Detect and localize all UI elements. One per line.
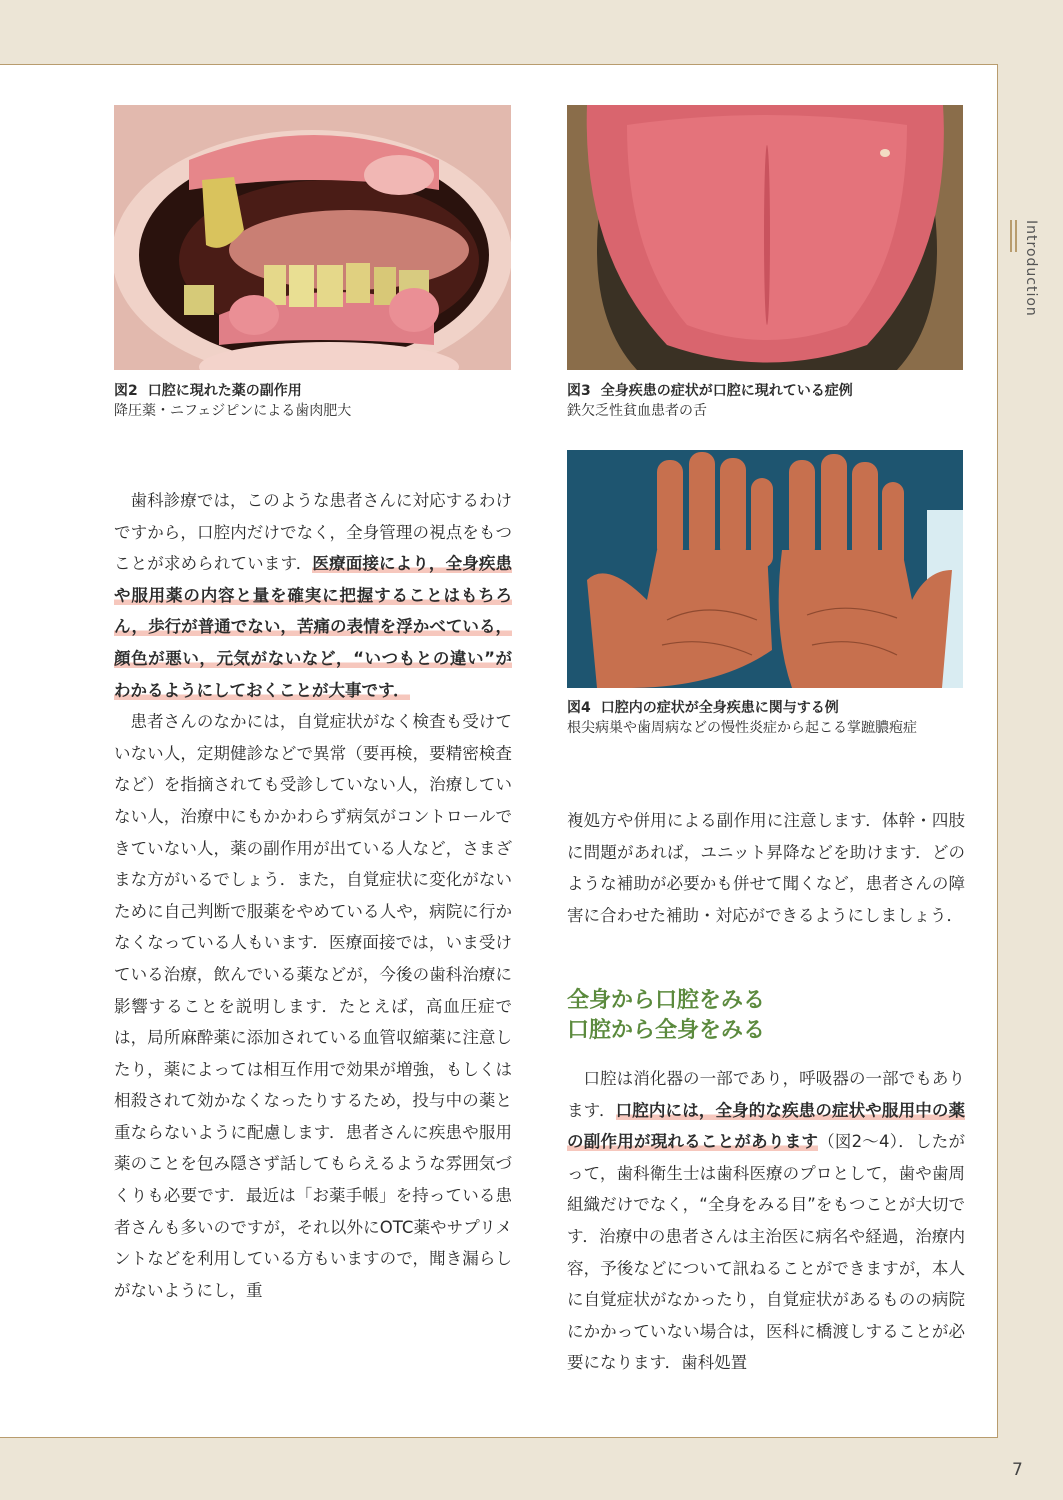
section-heading-line-2: 口腔から全身をみる xyxy=(567,1018,766,1043)
figure-2-subtitle: 降圧薬・ニフェジピンによる歯肉肥大 xyxy=(114,403,352,419)
left-paragraph-1 xyxy=(114,485,512,706)
section-tab xyxy=(1010,220,1039,317)
right-paragraph-2 xyxy=(567,1063,965,1379)
figure-2-number: 図2 xyxy=(114,383,138,399)
figure-4-title: 口腔内の症状が全身疾患に関与する例 xyxy=(600,700,839,716)
right-paragraph-2-highlight: 口腔内には，全身的な疾患の症状や服用中の薬の副作用が現れることがあります xyxy=(567,1100,966,1152)
right-paragraph-1: 複処方や併用による副作用に注意します．体幹・四肢に問題があれば，ユニット昇降などを助けます．どのような補助が必要かも併せて聞くなど，患者さんの障害に合わせた補助・対応ができるようにしましょう． xyxy=(567,811,965,925)
page-number: 7 xyxy=(1012,1460,1023,1480)
right-paragraph-2-rest: （図2〜4）．したがって，歯科衛生士は歯科医療のプロとして，歯や歯周組織だけでなく，“全身をみる目”をもつことが大切です．治療中の患者さんは主治医に病名や経過，治療内容，予後などについて訊ねることができますが，本人に自覚症状がなかったり，自覚症状があるものの病院にかかっていない場合は，医科に橋渡しすることが必要になります．歯科処置 xyxy=(567,1132,965,1373)
right-column-text-bottom xyxy=(567,1063,965,1379)
figure-3-title: 全身疾患の症状が口腔に現れている症例 xyxy=(600,383,853,399)
tab-bars-decoration xyxy=(1010,220,1017,252)
figure-3-number: 図3 xyxy=(567,383,591,399)
figure-3-photo xyxy=(567,105,963,370)
section-heading-line-1: 全身から口腔をみる xyxy=(567,988,766,1013)
left-paragraph-2: 患者さんのなかには，自覚症状がなく検査も受けていない人，定期健診などで異常（要再検，要精密検査など）を指摘されても受診していない人，治療していない人，治療中にもかかわらず病気がコントロールできていない人，薬の副作用が出ている人など，さまざまな方がいるでしょう．また，自覚症状に変化がないために自己判断で服薬をやめている人や，病院に行かなくなっている人もいます．医療面接では，いま受けている治療，飲んでいる薬などが，今後の歯科治療に影響することを説明します．たとえば，高血圧症では，局所麻酔薬に添加されている血管収縮薬に注意したり，薬によっては相互作用で効果が増強，もしくは相殺されて効かなくなったりするため，投与中の薬と重ならないように配慮します．患者さんに疾患や服用薬のことを包み隠さず話してもらえるような雰囲気づくりも必要です．最近は「お薬手帳」を持っている患者さんも多いのですが，それ以外にOTC薬やサプリメントなどを利用している方もいますので，聞き漏らしがないようにし，重 xyxy=(114,712,512,1300)
right-paragraph-2-text: 口腔は消化器の一部であり，呼吸器の一部でもあります． xyxy=(567,1069,965,1120)
gingival-overgrowth-illustration xyxy=(114,105,511,370)
figure-4-number: 図4 xyxy=(567,700,591,716)
left-paragraph-1-text: 歯科診療では，このような患者さんに対応するわけですから，口腔内だけでなく，全身管理の視点をもつことが求められています． xyxy=(114,491,512,574)
figure-2-photo xyxy=(114,105,511,370)
figure-4-photo xyxy=(567,450,963,688)
left-paragraph-1-highlight: 医療面接により，全身疾患や服用薬の内容と量を確実に把握することはもちろん，歩行が普通でない，苦痛の表情を浮かべている，顔色が悪い，元気がないなど，“いつもとの違い”がわかるようにしておくことが大事です． xyxy=(114,554,513,700)
figure-3-subtitle: 鉄欠乏性貧血患者の舌 xyxy=(567,403,707,419)
tongue-illustration xyxy=(567,105,963,370)
palmoplantar-pustulosis-illustration xyxy=(567,450,963,688)
figure-4-caption xyxy=(567,698,987,738)
figure-3-caption xyxy=(567,381,987,421)
figure-4-subtitle: 根尖病巣や歯周病などの慢性炎症から起こる掌蹠膿疱症 xyxy=(567,720,917,736)
section-tab-label: Introduction xyxy=(1023,220,1039,317)
right-column-text-top xyxy=(567,805,965,931)
section-heading xyxy=(567,986,765,1046)
left-column-text xyxy=(114,485,512,1306)
figure-2-caption xyxy=(114,381,514,421)
figure-2-title: 口腔に現れた薬の副作用 xyxy=(147,383,302,399)
